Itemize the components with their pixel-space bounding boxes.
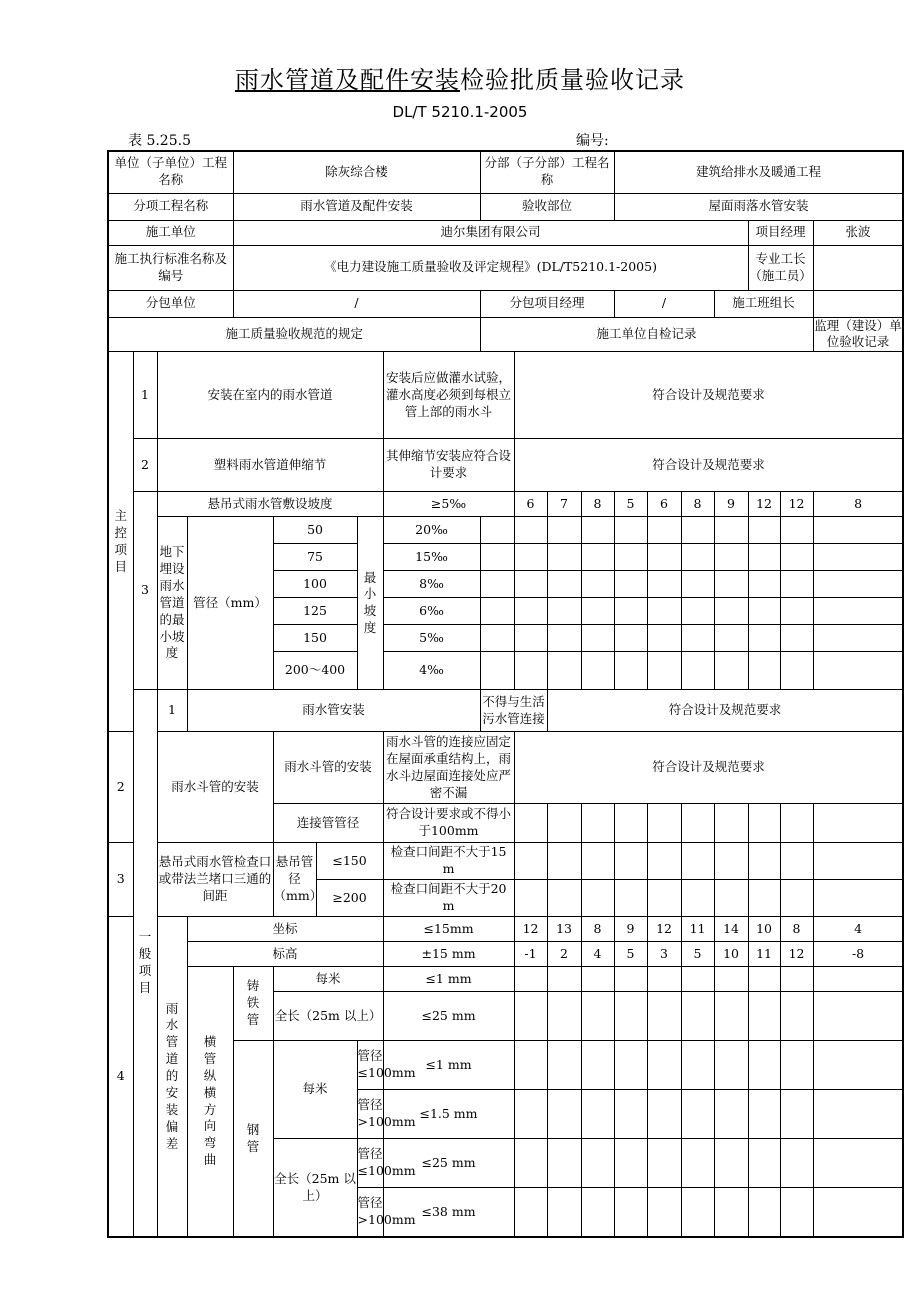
foreman-value xyxy=(813,245,903,290)
standard-label: 施工执行标准名称及编号 xyxy=(108,245,233,290)
g-item2-sub2-name: 连接管管径 xyxy=(273,804,383,843)
mc-slope-value: 8 xyxy=(681,492,714,517)
mc-slope-value: 12 xyxy=(748,492,780,517)
steel-label: 钢 管 xyxy=(233,1041,273,1237)
bend-label: 横 管 纵 横 方 向 弯 曲 xyxy=(187,967,233,1237)
general-label: 一 般 项 目 xyxy=(133,690,157,1237)
steel-tot-le100-req: ≤25 mm xyxy=(383,1139,514,1188)
cast-total: 全长（25m 以上） xyxy=(273,992,383,1041)
coord-value: 9 xyxy=(614,917,647,942)
mc-slope-value: 9 xyxy=(714,492,748,517)
slope-value: 20‰ xyxy=(383,517,480,544)
title-rest: 检验批质量验收记录 xyxy=(460,66,685,94)
g-item3-row1-dia: ≤150 xyxy=(316,843,383,880)
item-value: 雨水管道及配件安装 xyxy=(233,193,480,220)
mc-slope-req: ≥5‰ xyxy=(383,492,514,517)
sub-pm-label: 分包项目经理 xyxy=(480,290,614,317)
elev-value: 2 xyxy=(547,942,581,967)
coord-value: 11 xyxy=(681,917,714,942)
g-item3-row2-req: 检查口间距不大于20 m xyxy=(383,880,514,917)
self-check-heading: 施工单位自检记录 xyxy=(480,317,813,352)
g-item3-row2-dia: ≥200 xyxy=(316,880,383,917)
coord-value: 12 xyxy=(647,917,681,942)
coord-value: 8 xyxy=(581,917,614,942)
main-control-label: 主 控 项 目 xyxy=(108,352,133,732)
dia-value: 200～400 xyxy=(273,652,357,690)
division-value: 建筑给排水及暖通工程 xyxy=(614,151,903,193)
slope-value: 8‰ xyxy=(383,571,480,598)
cast-per-m: 每米 xyxy=(273,967,383,992)
steel-pm-gt100-req: ≤1.5 mm xyxy=(383,1090,514,1139)
contractor-value: 迪尔集团有限公司 xyxy=(233,220,748,245)
mc-slope-value: 8 xyxy=(813,492,903,517)
buried-pipe-label: 地下 埋设 雨水 管道 的最 小坡 度 xyxy=(157,517,187,690)
pipe-dia-label: 管径（mm） xyxy=(187,517,273,690)
slope-value: 15‰ xyxy=(383,544,480,571)
cast-iron-label: 铸 铁 管 xyxy=(233,967,273,1041)
team-label: 施工班组长 xyxy=(714,290,813,317)
elev-value: 4 xyxy=(581,942,614,967)
sub-label: 分包单位 xyxy=(108,290,233,317)
unit-label: 单位（子单位）工程名称 xyxy=(108,151,233,193)
mc-item1-name: 安装在室内的雨水管道 xyxy=(157,352,383,439)
g-item2-name: 雨水斗管的安装 xyxy=(157,732,273,843)
elev-value: 5 xyxy=(614,942,647,967)
elev-value: 5 xyxy=(681,942,714,967)
g-item2-sub2-req: 符合设计要求或不得小于100mm xyxy=(383,804,514,843)
g-item4-no: 4 xyxy=(108,917,133,1237)
coord-value: 10 xyxy=(748,917,780,942)
division-label: 分部（子分部）工程名称 xyxy=(480,151,614,193)
elev-value: 11 xyxy=(748,942,780,967)
mc-slope-value: 12 xyxy=(780,492,813,517)
elev-value: -8 xyxy=(813,942,903,967)
mc-item2-req: 其伸缩节安装应符合设计要求 xyxy=(383,439,514,492)
coord-value: 12 xyxy=(514,917,547,942)
team-value xyxy=(813,290,903,317)
mc-item2-no: 2 xyxy=(133,439,157,492)
mc-slope-value: 7 xyxy=(547,492,581,517)
cast-per-m-req: ≤1 mm xyxy=(383,967,514,992)
acceptance-label: 验收部位 xyxy=(480,193,614,220)
sub-value: / xyxy=(233,290,480,317)
table-number: 表 5.25.5 xyxy=(128,133,191,149)
g-item2-sub1-result: 符合设计及规范要求 xyxy=(514,732,903,804)
sub-pm-value: / xyxy=(614,290,714,317)
g-item3-pipe-label: 悬吊管径（mm） xyxy=(273,843,316,917)
mc-slope-value: 5 xyxy=(614,492,647,517)
dia-gt100: 管径>100mm xyxy=(357,1188,383,1237)
g-item2-no: 2 xyxy=(108,732,133,843)
elev-value: 3 xyxy=(647,942,681,967)
g-item3-name: 悬吊式雨水管检查口或带法兰堵口三通的间距 xyxy=(157,843,273,917)
elev-req: ±15 mm xyxy=(383,942,514,967)
dia-value: 50 xyxy=(273,517,357,544)
g-item3-no: 3 xyxy=(108,843,133,917)
slope-value: 6‰ xyxy=(383,598,480,625)
elev-value: 12 xyxy=(780,942,813,967)
mc-item1-req: 安装后应做灌水试验，灌水高度必须到每根立管上部的雨水斗 xyxy=(383,352,514,439)
g-item1-result: 符合设计及规范要求 xyxy=(547,690,903,732)
steel-total: 全长（25m 以上） xyxy=(273,1139,357,1237)
mc-item1-no: 1 xyxy=(133,352,157,439)
foreman-label: 专业工长（施工员） xyxy=(748,245,813,290)
steel-pm-le100-req: ≤1 mm xyxy=(383,1041,514,1090)
page-title xyxy=(0,60,920,95)
mc-item2-result: 符合设计及规范要求 xyxy=(514,439,903,492)
supervisor-heading: 监理（建设）单位验收记录 xyxy=(813,317,903,352)
cast-total-req: ≤25 mm xyxy=(383,992,514,1041)
title-underlined: 雨水管道及配件安装 xyxy=(235,66,460,94)
coord-value: 14 xyxy=(714,917,748,942)
slope-value: 4‰ xyxy=(383,652,480,690)
mc-item3-no: 3 xyxy=(133,492,157,690)
unit-value: 除灰综合楼 xyxy=(233,151,480,193)
dia-gt100: 管径>100mm xyxy=(357,1090,383,1139)
inspection-table xyxy=(107,150,904,1238)
mc-slope-name: 悬吊式雨水管敷设坡度 xyxy=(157,492,383,517)
coord-req: ≤15mm xyxy=(383,917,514,942)
g-item1-req: 不得与生活污水管连接 xyxy=(480,690,547,732)
elev-value: 10 xyxy=(714,942,748,967)
mc-slope-value: 8 xyxy=(581,492,614,517)
g-item4-name: 雨 水 管 道 的 安 装 偏 差 xyxy=(157,917,187,1237)
contractor-label: 施工单位 xyxy=(108,220,233,245)
mc-item1-result: 符合设计及规范要求 xyxy=(514,352,903,439)
steel-per-m: 每米 xyxy=(273,1041,357,1139)
standard-code: DL/T 5210.1-2005 xyxy=(392,103,528,121)
g-item1-name: 雨水管安装 xyxy=(187,690,480,732)
g-item3-row1-req: 检查口间距不大于15 m xyxy=(383,843,514,880)
serial-label: 编号: xyxy=(576,133,609,149)
coord-value: 4 xyxy=(813,917,903,942)
standard-value: 《电力建设施工质量验收及评定规程》(DL/T5210.1-2005) xyxy=(233,245,748,290)
coord-label: 坐标 xyxy=(187,917,383,942)
dia-value: 75 xyxy=(273,544,357,571)
elev-label: 标高 xyxy=(187,942,383,967)
dia-value: 125 xyxy=(273,598,357,625)
acceptance-value: 屋面雨落水管安装 xyxy=(614,193,903,220)
min-slope-label: 最 小 坡 度 xyxy=(357,517,383,690)
item-label: 分项工程名称 xyxy=(108,193,233,220)
mc-slope-value: 6 xyxy=(514,492,547,517)
g-item1-no: 1 xyxy=(157,690,187,732)
elev-value: -1 xyxy=(514,942,547,967)
dia-value: 100 xyxy=(273,571,357,598)
coord-value: 13 xyxy=(547,917,581,942)
slope-value: 5‰ xyxy=(383,625,480,652)
dia-le100: 管径≤100mm xyxy=(357,1041,383,1090)
g-item2-sub1-req: 雨水斗管的连接应固定在屋面承重结构上，雨水斗边屋面连接处应严密不漏 xyxy=(383,732,514,804)
coord-value: 8 xyxy=(780,917,813,942)
pm-value: 张波 xyxy=(813,220,903,245)
dia-value: 150 xyxy=(273,625,357,652)
mc-slope-value: 6 xyxy=(647,492,681,517)
mc-item2-name: 塑料雨水管道伸缩节 xyxy=(157,439,383,492)
dia-le100: 管径≤100mm xyxy=(357,1139,383,1188)
steel-tot-gt100-req: ≤38 mm xyxy=(383,1188,514,1237)
g-item2-sub1-name: 雨水斗管的安装 xyxy=(273,732,383,804)
spec-heading: 施工质量验收规范的规定 xyxy=(108,317,480,352)
pm-label: 项目经理 xyxy=(748,220,813,245)
